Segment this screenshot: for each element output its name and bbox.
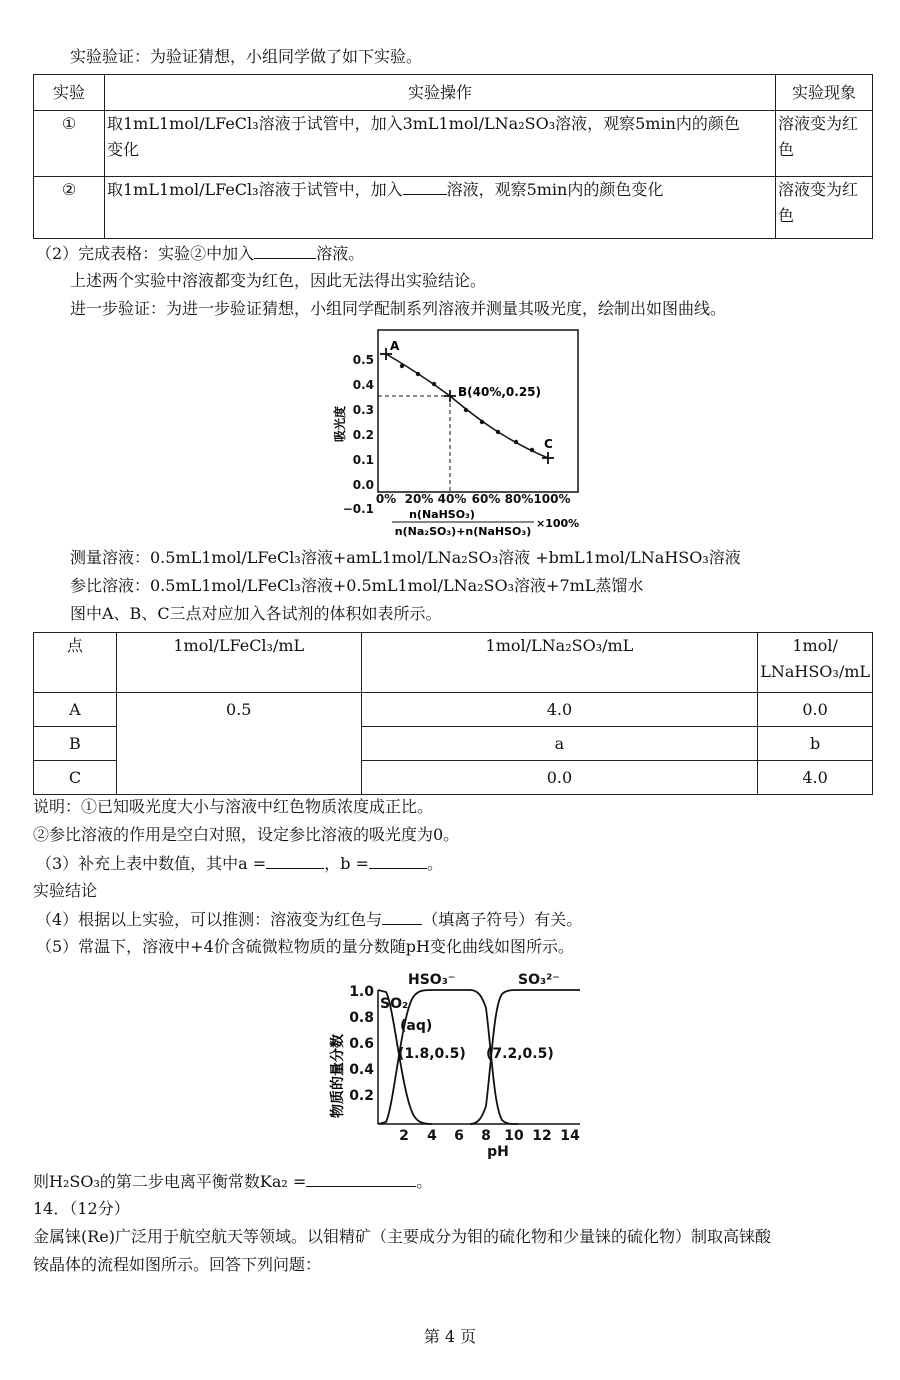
- x-tick: 100%: [533, 492, 571, 506]
- absorbance-curve: [386, 354, 548, 458]
- note-2: ②参比溶液的作用是空白对照，设定参比溶液的吸光度为0。: [33, 825, 460, 844]
- x-tick: 8: [481, 1128, 491, 1144]
- y-tick: 0.5: [352, 353, 374, 367]
- fecl3-value: 0.5: [116, 693, 361, 795]
- y-tick: 0.4: [352, 378, 374, 392]
- q4-text: （4）根据以上实验，可以推测：溶液变为红色与 （填离子符号）有关。: [36, 910, 583, 929]
- y-tick: 0.4: [349, 1062, 374, 1078]
- q2-blank[interactable]: [254, 242, 316, 259]
- speciation-chart: [322, 966, 592, 1162]
- data-point: [480, 420, 484, 424]
- so2-label: SO₂: [380, 996, 409, 1012]
- th-point: 点: [34, 633, 117, 693]
- data-point: [496, 430, 500, 434]
- point-b-label: B(40%,0.25): [458, 385, 542, 399]
- q2-text: （2）完成表格：实验②中加入 溶液。: [36, 244, 365, 263]
- exp1-id: ①: [34, 111, 105, 177]
- note-1: 说明：①已知吸光度大小与溶液中红色物质浓度成正比。: [33, 797, 434, 816]
- y-tick: −0.1: [342, 502, 374, 516]
- point-c-label: C: [544, 437, 553, 451]
- y-tick: 0.2: [349, 1088, 374, 1104]
- point-a-label: A: [390, 339, 400, 353]
- intro-text: 实验验证：为验证猜想，小组同学做了如下实验。: [70, 47, 423, 66]
- chart1-ylabel: 吸光度: [333, 405, 347, 442]
- volume-table: [33, 632, 873, 795]
- th-fecl3: 1mol/LFeCl₃/mL: [116, 633, 361, 693]
- xlabel-suffix: ×100%: [536, 517, 580, 530]
- ka-blank[interactable]: [306, 1170, 416, 1187]
- x-tick: 10: [504, 1128, 524, 1144]
- data-point: [432, 382, 436, 386]
- exp1-obs: 溶液变为红 色: [776, 111, 873, 177]
- xlabel-numerator: n(NaHSO₃): [409, 508, 475, 521]
- a-blank[interactable]: [266, 852, 324, 869]
- re-para-1: 金属铼(Re)广泛用于航空航天等领域。以钼精矿（主要成分为钼的硫化物和少量铼的硫化物）制取高铼酸: [33, 1227, 772, 1246]
- point-2-label: (7.2,0.5): [486, 1046, 554, 1062]
- measure-text: 测量溶液：0.5mL1mol/LFeCl₃溶液+amL1mol/LNa₂SO₃溶液 +bmL1mol/LNaHSO₃溶液: [70, 548, 741, 567]
- table-intro: 图中A、B、C三点对应加入各试剂的体积如表所示。: [70, 604, 442, 623]
- experiment-table: [33, 74, 873, 239]
- row-b-nahso3: b: [758, 727, 873, 761]
- row-c-point: C: [34, 761, 117, 795]
- x-tick: 40%: [437, 492, 467, 506]
- y-tick: 0.8: [349, 1010, 374, 1026]
- para-1: 上述两个实验中溶液都变为红色，因此无法得出实验结论。: [70, 271, 487, 290]
- q5-text: （5）常温下，溶液中+4价含硫微粒物质的量分数随pH变化曲线如图所示。: [36, 937, 574, 956]
- exp2-obs: 溶液变为红 色: [776, 177, 873, 239]
- data-point: [514, 440, 518, 444]
- header-op: 实验操作: [105, 75, 776, 111]
- y-tick: 1.0: [349, 984, 374, 1000]
- data-point: [530, 448, 534, 452]
- x-tick: 2: [399, 1128, 409, 1144]
- chart2-xlabel: pH: [487, 1144, 509, 1160]
- reference-text: 参比溶液：0.5mL1mol/LFeCl₃溶液+0.5mL1mol/LNa₂SO₃溶液+7mL蒸馏水: [70, 576, 644, 595]
- x-tick: 12: [532, 1128, 552, 1144]
- para-2: 进一步验证：为进一步验证猜想，小组同学配制系列溶液并测量其吸光度，绘制出如图曲线。: [70, 299, 727, 318]
- xlabel-denominator: n(Na₂SO₃)+n(NaHSO₃): [394, 525, 532, 538]
- absorbance-chart: [330, 322, 590, 540]
- row-c-na2so3: 0.0: [361, 761, 758, 795]
- q14-heading: 14．（12分）: [33, 1199, 130, 1218]
- chart2-ylabel: 物质的量分数: [330, 1034, 346, 1118]
- hso3-label: HSO₃⁻: [408, 972, 456, 988]
- ka-text: 则H₂SO₃的第二步电离平衡常数Ka₂ = 。: [33, 1172, 433, 1191]
- point-1-label: (1.8,0.5): [398, 1046, 466, 1062]
- x-tick: 6: [454, 1128, 464, 1144]
- row-b-point: B: [34, 727, 117, 761]
- x-tick: 4: [427, 1128, 437, 1144]
- th-na2so3: 1mol/LNa₂SO₃/mL: [361, 633, 758, 693]
- exp1-op: 取1mL1mol/LFeCl₃溶液于试管中，加入3mL1mol/LNa₂SO₃溶液，观察5min内的颜色 变化: [105, 111, 776, 177]
- header-exp: 实验: [34, 75, 105, 111]
- th-nahso3: 1mol/ LNaHSO₃/mL: [758, 633, 873, 693]
- y-tick: 0.2: [352, 428, 374, 442]
- data-point: [400, 364, 404, 368]
- x-tick: 0%: [375, 492, 397, 506]
- exp2-blank[interactable]: [403, 178, 447, 195]
- y-tick: 0.0: [352, 478, 374, 492]
- x-tick: 60%: [471, 492, 501, 506]
- ion-blank[interactable]: [382, 908, 422, 925]
- so3-label: SO₃²⁻: [518, 972, 560, 988]
- exp2-op: 取1mL1mol/LFeCl₃溶液于试管中，加入 溶液，观察5min内的颜色变化: [105, 177, 776, 239]
- y-tick: 0.1: [352, 453, 374, 467]
- x-tick: 20%: [404, 492, 434, 506]
- q3-text: （3）补充上表中数值，其中a = ，b = 。: [36, 854, 443, 873]
- b-blank[interactable]: [369, 852, 427, 869]
- exp2-id: ②: [34, 177, 105, 239]
- data-point: [464, 408, 468, 412]
- row-c-nahso3: 4.0: [758, 761, 873, 795]
- conclusion-heading: 实验结论: [33, 881, 98, 900]
- x-tick: 80%: [504, 492, 534, 506]
- row-a-na2so3: 4.0: [361, 693, 758, 727]
- page-number: 第 4 页: [423, 1327, 477, 1346]
- data-point: [416, 372, 420, 376]
- row-a-nahso3: 0.0: [758, 693, 873, 727]
- header-obs: 实验现象: [776, 75, 873, 111]
- y-tick: 0.6: [349, 1036, 374, 1052]
- re-para-2: 铵晶体的流程如图所示。回答下列问题：: [33, 1255, 322, 1274]
- aq-label: (aq): [400, 1018, 433, 1034]
- chart1-frame: [378, 330, 578, 492]
- row-a-point: A: [34, 693, 117, 727]
- row-b-na2so3: a: [361, 727, 758, 761]
- x-tick: 14: [560, 1128, 580, 1144]
- y-tick: 0.3: [352, 403, 374, 417]
